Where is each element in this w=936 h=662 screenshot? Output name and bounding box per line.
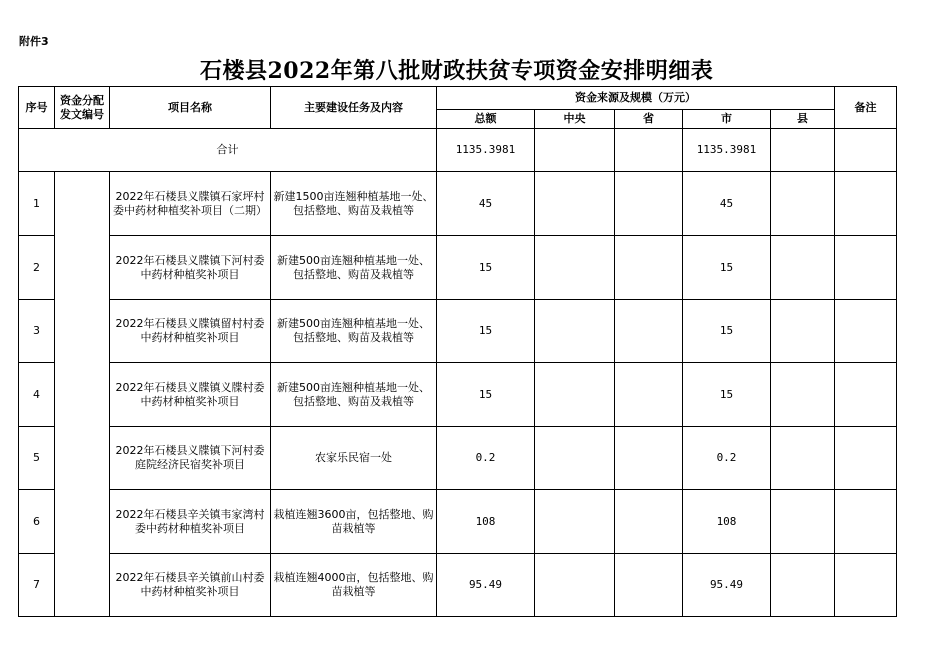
- total-label: 合计: [19, 129, 437, 172]
- header-central: 中央: [535, 110, 615, 129]
- row-seq: 6: [19, 490, 55, 554]
- row-remark: [835, 363, 897, 427]
- row-main-task: 栽植连翘3600亩，包括整地、购苗栽植等: [271, 490, 437, 554]
- row-province: [615, 300, 683, 363]
- row-project-name: 2022年石楼县义牒镇下河村委中药材种植奖补项目: [110, 236, 271, 300]
- row-county: [771, 363, 835, 427]
- row-total: 15: [437, 363, 535, 427]
- row-county: [771, 300, 835, 363]
- row-province: [615, 236, 683, 300]
- row-city: 15: [683, 300, 771, 363]
- row-main-task: 新建500亩连翘种植基地一处、包括整地、购苗及栽植等: [271, 300, 437, 363]
- header-county: 县: [771, 110, 835, 129]
- row-main-task: 农家乐民宿一处: [271, 427, 437, 490]
- total-row: [19, 129, 897, 172]
- row-main-task: 栽植连翘4000亩，包括整地、购苗栽植等: [271, 554, 437, 617]
- row-total: 15: [437, 236, 535, 300]
- row-province: [615, 363, 683, 427]
- row-total: 108: [437, 490, 535, 554]
- header-main-task: 主要建设任务及内容: [271, 87, 437, 129]
- row-province: [615, 490, 683, 554]
- total-city: 1135.3981: [683, 129, 771, 172]
- row-county: [771, 236, 835, 300]
- row-total: 0.2: [437, 427, 535, 490]
- row-central: [535, 490, 615, 554]
- row-seq: 4: [19, 363, 55, 427]
- header-province: 省: [615, 110, 683, 129]
- row-city: 15: [683, 236, 771, 300]
- row-doc-no: [55, 172, 110, 236]
- row-doc-no: [55, 236, 110, 300]
- row-project-name: 2022年石楼县辛关镇韦家湾村委中药材种植奖补项目: [110, 490, 271, 554]
- table-row: [19, 300, 897, 363]
- row-doc-no: [55, 427, 110, 490]
- header-doc-no: 资金分配发文编号: [55, 87, 110, 129]
- total-county: [771, 129, 835, 172]
- row-city: 95.49: [683, 554, 771, 617]
- row-remark: [835, 236, 897, 300]
- row-remark: [835, 427, 897, 490]
- header-city: 市: [683, 110, 771, 129]
- row-city: 108: [683, 490, 771, 554]
- table-row: [19, 236, 897, 300]
- row-doc-no: [55, 490, 110, 554]
- row-seq: 3: [19, 300, 55, 363]
- total-amount: 1135.3981: [437, 129, 535, 172]
- row-county: [771, 172, 835, 236]
- row-central: [535, 363, 615, 427]
- table-row: [19, 427, 897, 490]
- row-doc-no: [55, 363, 110, 427]
- row-doc-no: [55, 300, 110, 363]
- row-province: [615, 427, 683, 490]
- row-city: 0.2: [683, 427, 771, 490]
- header-row-1: [19, 87, 897, 110]
- row-seq: 7: [19, 554, 55, 617]
- table-row: [19, 490, 897, 554]
- total-province: [615, 129, 683, 172]
- attachment-label: 附件3: [19, 35, 49, 48]
- header-remark: 备注: [835, 87, 897, 129]
- total-central: [535, 129, 615, 172]
- row-project-name: 2022年石楼县义牒镇义牒村委中药材种植奖补项目: [110, 363, 271, 427]
- header-funding-group: 资金来源及规模（万元）: [437, 87, 835, 110]
- row-province: [615, 554, 683, 617]
- row-main-task: 新建1500亩连翘种植基地一处、包括整地、购苗及栽植等: [271, 172, 437, 236]
- row-county: [771, 554, 835, 617]
- row-central: [535, 554, 615, 617]
- total-remark: [835, 129, 897, 172]
- row-main-task: 新建500亩连翘种植基地一处、包括整地、购苗及栽植等: [271, 363, 437, 427]
- table-row: [19, 554, 897, 617]
- table-row: [19, 172, 897, 236]
- row-remark: [835, 172, 897, 236]
- row-main-task: 新建500亩连翘种植基地一处、包括整地、购苗及栽植等: [271, 236, 437, 300]
- row-remark: [835, 300, 897, 363]
- row-city: 45: [683, 172, 771, 236]
- row-central: [535, 236, 615, 300]
- row-seq: 2: [19, 236, 55, 300]
- row-county: [771, 427, 835, 490]
- row-remark: [835, 490, 897, 554]
- row-project-name: 2022年石楼县义牒镇石家坪村委中药材种植奖补项目（二期）: [110, 172, 271, 236]
- row-total: 15: [437, 300, 535, 363]
- row-county: [771, 490, 835, 554]
- header-seq: 序号: [19, 87, 55, 129]
- row-project-name: 2022年石楼县义牒镇留村村委中药材种植奖补项目: [110, 300, 271, 363]
- row-central: [535, 427, 615, 490]
- table-row: [19, 363, 897, 427]
- row-project-name: 2022年石楼县义牒镇下河村委庭院经济民宿奖补项目: [110, 427, 271, 490]
- row-province: [615, 172, 683, 236]
- row-city: 15: [683, 363, 771, 427]
- row-remark: [835, 554, 897, 617]
- row-central: [535, 172, 615, 236]
- row-seq: 5: [19, 427, 55, 490]
- row-project-name: 2022年石楼县辛关镇前山村委中药材种植奖补项目: [110, 554, 271, 617]
- row-doc-no: [55, 554, 110, 617]
- funding-table: [18, 86, 897, 617]
- row-central: [535, 300, 615, 363]
- row-total: 95.49: [437, 554, 535, 617]
- header-total: 总额: [437, 110, 535, 129]
- page-title: 石楼县2022年第八批财政扶贫专项资金安排明细表: [200, 58, 714, 84]
- header-project-name: 项目名称: [110, 87, 271, 129]
- row-total: 45: [437, 172, 535, 236]
- row-seq: 1: [19, 172, 55, 236]
